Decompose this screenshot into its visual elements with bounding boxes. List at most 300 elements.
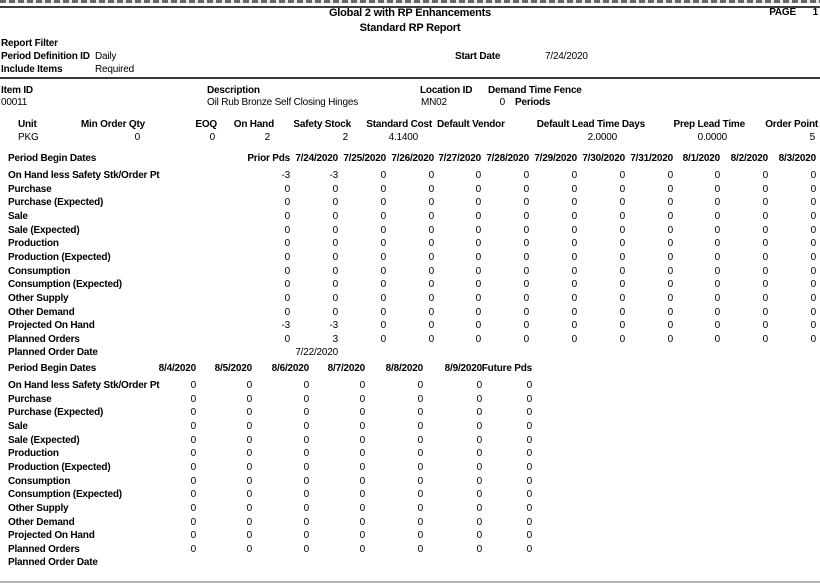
demand-time-fence-units: Periods (515, 97, 551, 108)
cell-value: 0 (190, 448, 196, 460)
cell-value: 0 (476, 420, 482, 432)
cell-value: 0 (619, 170, 625, 181)
cell-value: 0 (428, 320, 434, 332)
period-column-header: 8/5/2020 (214, 363, 252, 374)
row-label: Sale (Expected) (8, 224, 80, 236)
cell-value: 0 (476, 489, 482, 501)
description-label: Description (207, 85, 260, 96)
cell-value: 0 (810, 292, 816, 304)
cell-value: 0 (428, 306, 434, 318)
cell-value: 0 (428, 265, 434, 277)
period-definition-id-label: Period Definition ID (1, 51, 90, 62)
cell-value: 0 (714, 320, 720, 332)
location-id-value: MN02 (421, 97, 447, 108)
cell-value: 0 (619, 197, 625, 209)
cell-value: 0 (714, 224, 720, 236)
cell-value: 0 (526, 407, 532, 419)
cell-value: 0 (523, 238, 529, 250)
cell-value: 0 (619, 333, 625, 345)
cell-value: 0 (284, 210, 290, 222)
cell-value: 0 (619, 279, 625, 291)
cell-value: 0 (303, 380, 309, 391)
cell-value: 0 (332, 251, 338, 263)
cell-value: 0 (810, 210, 816, 222)
table-row (0, 489, 820, 502)
cell-value: 0 (190, 502, 196, 514)
table-row (0, 421, 820, 434)
period-header-row (0, 153, 820, 166)
period-definition-id-value: Daily (95, 51, 117, 62)
row-label: Purchase (Expected) (8, 407, 104, 419)
table-row (0, 184, 820, 197)
cell-value: 0 (359, 420, 365, 432)
cell-value: 0 (714, 183, 720, 195)
row-label: Other Demand (8, 306, 75, 318)
cell-value: 0 (190, 530, 196, 542)
row-label: Production (Expected) (8, 251, 111, 263)
table-row (0, 517, 820, 530)
unit-label: Unit (18, 119, 37, 130)
cell-value: 0 (526, 448, 532, 460)
cell-value: 0 (359, 380, 365, 391)
row-label: Planned Orders (8, 543, 80, 555)
cell-value: 0 (359, 489, 365, 501)
period-column-header: 8/8/2020 (385, 363, 423, 374)
cell-value: 0 (476, 434, 482, 446)
cell-value: 0 (428, 279, 434, 291)
cell-value: 0 (284, 183, 290, 195)
cell-value: 0 (476, 461, 482, 473)
cell-value: 0 (332, 224, 338, 236)
cell-value: 0 (571, 197, 577, 209)
cell-value: 0 (246, 475, 252, 487)
row-label: Planned Order Date (8, 347, 98, 359)
cell-value: 0 (246, 543, 252, 555)
table-row (0, 197, 820, 210)
table-row (0, 307, 820, 320)
cell-value: 0 (332, 238, 338, 250)
cell-value: 0 (475, 210, 481, 222)
cell-value: 0 (476, 448, 482, 460)
cell-value: 0 (284, 292, 290, 304)
cell-value: 0 (428, 170, 434, 181)
cell-value: 0 (476, 543, 482, 555)
cell-value: 0 (810, 279, 816, 291)
cell-value: 0 (359, 434, 365, 446)
cell-value: 0 (246, 380, 252, 391)
cell-value: 0 (380, 210, 386, 222)
cell-value: 0 (523, 197, 529, 209)
table-row (0, 394, 820, 407)
location-id-label: Location ID (420, 85, 473, 96)
cell-value: 0 (523, 265, 529, 277)
cell-value: 0 (417, 461, 423, 473)
period-column-header: 8/6/2020 (271, 363, 309, 374)
table-row (0, 293, 820, 306)
safety-stock-value: 2 (342, 132, 348, 143)
cell-value: 0 (332, 292, 338, 304)
cell-value: 0 (667, 170, 673, 181)
cell-value: 0 (190, 407, 196, 419)
include-items-label: Include Items (1, 64, 63, 75)
cell-value: 0 (523, 170, 529, 181)
cell-value: 0 (303, 489, 309, 501)
min-order-qty-value: 0 (134, 132, 140, 143)
cell-value: 0 (332, 265, 338, 277)
cell-value: 0 (303, 420, 309, 432)
cell-value: 0 (246, 448, 252, 460)
description-value: Oil Rub Bronze Self Closing Hinges (207, 97, 359, 108)
cell-value: 0 (526, 461, 532, 473)
cell-value: 0 (417, 407, 423, 419)
row-label: Production (Expected) (8, 461, 111, 473)
cell-value: 0 (571, 306, 577, 318)
row-label: Planned Orders (8, 333, 80, 345)
cell-value: 0 (526, 434, 532, 446)
table-row (0, 530, 820, 543)
cell-value: 0 (246, 502, 252, 514)
cell-value: 0 (359, 448, 365, 460)
cell-value: 0 (571, 251, 577, 263)
prep-lead-time-value: 0.0000 (697, 132, 727, 143)
table-row (0, 380, 820, 393)
cell-value: 0 (667, 197, 673, 209)
table-row (0, 238, 820, 251)
cell-value: 0 (619, 320, 625, 332)
cell-value: 0 (284, 224, 290, 236)
cell-value: 0 (526, 475, 532, 487)
cell-value: 0 (523, 251, 529, 263)
cell-value: 0 (476, 393, 482, 405)
row-label: Sale (8, 420, 28, 432)
cell-value: 0 (475, 238, 481, 250)
cell-value: 0 (714, 306, 720, 318)
cell-value: -3 (281, 170, 290, 181)
cell-value: 0 (810, 170, 816, 181)
cell-value: 0 (380, 306, 386, 318)
cell-value: 0 (714, 279, 720, 291)
cell-value: 0 (380, 292, 386, 304)
page-number: 1 (812, 7, 818, 18)
safety-stock-label: Safety Stock (293, 119, 351, 130)
cell-value: 0 (475, 265, 481, 277)
cell-value: 0 (810, 265, 816, 277)
table-row (0, 347, 820, 360)
page-top-dashed-line (0, 0, 820, 3)
period-begin-dates-label: Period Begin Dates (8, 153, 97, 164)
cell-value: 0 (417, 420, 423, 432)
item-id-value: 00011 (1, 97, 28, 108)
default-vendor-label: Default Vendor (437, 119, 505, 130)
cell-value: 0 (523, 224, 529, 236)
cell-value: 0 (284, 197, 290, 209)
cell-value: 0 (475, 279, 481, 291)
table-row (0, 225, 820, 238)
cell-value: 0 (526, 380, 532, 391)
cell-value: 0 (303, 448, 309, 460)
cell-value: 0 (571, 224, 577, 236)
cell-value: 0 (810, 197, 816, 209)
cell-value: 0 (428, 210, 434, 222)
row-label: Consumption (8, 475, 71, 487)
item-id-label: Item ID (1, 85, 33, 96)
cell-value: 0 (667, 183, 673, 195)
period-column-header: 7/30/2020 (582, 153, 625, 164)
cell-value: 0 (571, 170, 577, 181)
cell-value: 0 (475, 320, 481, 332)
cell-value: 0 (246, 530, 252, 542)
cell-value: 0 (359, 407, 365, 419)
period-column-header: 7/27/2020 (438, 153, 481, 164)
cell-value: 0 (190, 420, 196, 432)
cell-value: 0 (571, 333, 577, 345)
cell-value: 0 (475, 197, 481, 209)
cell-value: 0 (359, 461, 365, 473)
row-label: On Hand less Safety Stk/Order Pt (8, 380, 160, 391)
cell-value: 0 (526, 420, 532, 432)
cell-value: 0 (762, 183, 768, 195)
cell-value: 0 (619, 238, 625, 250)
cell-value: 0 (476, 407, 482, 419)
cell-value: 0 (380, 197, 386, 209)
cell-value: 0 (303, 407, 309, 419)
cell-value: 0 (667, 238, 673, 250)
period-header-row (0, 363, 820, 376)
cell-value: 0 (571, 279, 577, 291)
cell-value: 0 (380, 265, 386, 277)
table-row (0, 211, 820, 224)
table-row (0, 544, 820, 557)
period-column-header: 7/28/2020 (486, 153, 529, 164)
cell-value: 0 (526, 530, 532, 542)
start-date-label: Start Date (455, 51, 501, 62)
cell-value: 0 (526, 516, 532, 528)
eoq-label: EOQ (195, 119, 217, 130)
period-column-header: 7/31/2020 (630, 153, 673, 164)
cell-value: 0 (667, 251, 673, 263)
cell-value: 0 (380, 279, 386, 291)
period-column-header: 7/25/2020 (343, 153, 386, 164)
cell-value: 3 (332, 333, 338, 345)
on-hand-label: On Hand (233, 119, 274, 130)
cell-value: 0 (284, 238, 290, 250)
cell-value: 0 (303, 530, 309, 542)
cell-value: 0 (380, 333, 386, 345)
order-point-value: 5 (809, 132, 815, 143)
cell-value: 0 (417, 380, 423, 391)
period-begin-dates-label: Period Begin Dates (8, 363, 97, 374)
cell-value: 0 (246, 420, 252, 432)
cell-value: 0 (619, 210, 625, 222)
cell-value: 0 (359, 502, 365, 514)
cell-value: 0 (303, 461, 309, 473)
cell-value: 0 (714, 265, 720, 277)
row-label: Purchase (Expected) (8, 197, 104, 209)
cell-value: 0 (303, 393, 309, 405)
cell-value: 0 (475, 224, 481, 236)
cell-value: 0 (284, 279, 290, 291)
cell-value: 0 (246, 434, 252, 446)
row-label: Purchase (8, 183, 52, 195)
cell-value: 0 (810, 238, 816, 250)
cell-value: 0 (526, 543, 532, 555)
cell-value: 0 (417, 434, 423, 446)
row-label: Purchase (8, 393, 52, 405)
period-column-header: Future Pds (481, 363, 532, 374)
cell-value: 0 (428, 251, 434, 263)
period-column-header: Prior Pds (247, 153, 290, 164)
period-column-header: 8/9/2020 (444, 363, 482, 374)
cell-value: 0 (762, 333, 768, 345)
period-column-header: 8/7/2020 (327, 363, 365, 374)
cell-value: 0 (667, 224, 673, 236)
cell-value: 0 (303, 434, 309, 446)
cell-value: 0 (332, 306, 338, 318)
cell-value: 0 (762, 320, 768, 332)
row-label: Production (8, 238, 59, 250)
cell-value: 0 (380, 183, 386, 195)
cell-value: 0 (380, 320, 386, 332)
default-lead-time-days-value: 2.0000 (587, 132, 617, 143)
cell-value: 0 (303, 502, 309, 514)
cell-value: 0 (359, 543, 365, 555)
cell-value: 0 (380, 238, 386, 250)
default-lead-time-days-label: Default Lead Time Days (536, 119, 645, 130)
period-column-header: 8/3/2020 (778, 153, 816, 164)
row-label: Consumption (8, 265, 71, 277)
cell-value: -3 (329, 170, 338, 181)
cell-value: 0 (284, 306, 290, 318)
standard-cost-label: Standard Cost (366, 119, 432, 130)
cell-value: 0 (571, 292, 577, 304)
period-column-header: 8/2/2020 (730, 153, 768, 164)
cell-value: 0 (428, 183, 434, 195)
cell-value: 0 (619, 292, 625, 304)
cell-value: 0 (619, 224, 625, 236)
cell-value: 0 (810, 320, 816, 332)
cell-value: 0 (475, 292, 481, 304)
table-row (0, 476, 820, 489)
cell-value: 0 (190, 380, 196, 391)
cell-value: 0 (667, 265, 673, 277)
table-row (0, 448, 820, 461)
cell-value: 0 (303, 516, 309, 528)
cell-value: 0 (714, 170, 720, 181)
period-column-header: 7/24/2020 (295, 153, 338, 164)
cell-value: -3 (281, 320, 290, 332)
order-point-label: Order Point (765, 119, 818, 130)
start-date-value: 7/24/2020 (545, 51, 588, 62)
cell-value: 0 (523, 279, 529, 291)
cell-value: 0 (417, 516, 423, 528)
cell-value: 0 (190, 475, 196, 487)
cell-value: 0 (359, 475, 365, 487)
cell-value: 0 (428, 333, 434, 345)
period-column-header: 8/1/2020 (682, 153, 720, 164)
table-row (0, 503, 820, 516)
cell-value: 0 (190, 393, 196, 405)
cell-value: 0 (523, 320, 529, 332)
cell-value: 0 (428, 292, 434, 304)
period-column-header: 7/26/2020 (391, 153, 434, 164)
min-order-qty-label: Min Order Qty (80, 119, 145, 130)
cell-value: 7/22/2020 (295, 347, 338, 359)
cell-value: 0 (714, 292, 720, 304)
cell-value: 0 (428, 238, 434, 250)
cell-value: 0 (380, 224, 386, 236)
cell-value: 0 (475, 251, 481, 263)
cell-value: 0 (246, 393, 252, 405)
cell-value: 0 (762, 279, 768, 291)
cell-value: 0 (475, 306, 481, 318)
cell-value: 0 (417, 448, 423, 460)
cell-value: 0 (246, 516, 252, 528)
cell-value: 0 (359, 393, 365, 405)
cell-value: 0 (246, 489, 252, 501)
cell-value: 0 (714, 333, 720, 345)
cell-value: 0 (190, 489, 196, 501)
cell-value: 0 (810, 333, 816, 345)
row-label: Sale (Expected) (8, 434, 80, 446)
cell-value: 0 (475, 333, 481, 345)
table-row (0, 170, 820, 183)
cell-value: 0 (571, 265, 577, 277)
cell-value: 0 (284, 251, 290, 263)
cell-value: 0 (714, 238, 720, 250)
table-row (0, 334, 820, 347)
cell-value: 0 (523, 333, 529, 345)
table-row (0, 279, 820, 292)
prep-lead-time-label: Prep Lead Time (673, 119, 745, 130)
cell-value: 0 (810, 251, 816, 263)
cell-value: 0 (359, 530, 365, 542)
cell-value: 0 (332, 183, 338, 195)
row-label: Production (8, 448, 59, 460)
table-row (0, 320, 820, 333)
report-filter-section-label: Report Filter (1, 38, 58, 49)
cell-value: 0 (332, 279, 338, 291)
on-hand-value: 2 (264, 132, 270, 143)
table-row (0, 557, 820, 570)
table-row (0, 252, 820, 265)
cell-value: 0 (810, 306, 816, 318)
cell-value: 0 (762, 170, 768, 181)
cell-value: 0 (810, 224, 816, 236)
cell-value: 0 (619, 265, 625, 277)
cell-value: 0 (619, 251, 625, 263)
cell-value: 0 (667, 333, 673, 345)
cell-value: 0 (762, 224, 768, 236)
cell-value: 0 (476, 516, 482, 528)
report-subtitle: Standard RP Report (359, 22, 461, 34)
cell-value: 0 (428, 197, 434, 209)
cell-value: 0 (284, 333, 290, 345)
cell-value: 0 (810, 183, 816, 195)
period-column-header: 7/29/2020 (534, 153, 577, 164)
row-label: Sale (8, 210, 28, 222)
cell-value: 0 (303, 475, 309, 487)
cell-value: 0 (526, 393, 532, 405)
cell-value: 0 (417, 502, 423, 514)
cell-value: 0 (284, 265, 290, 277)
section-divider-rule (0, 77, 820, 79)
cell-value: 0 (359, 516, 365, 528)
eoq-value: 0 (209, 132, 215, 143)
cell-value: 0 (332, 197, 338, 209)
cell-value: 0 (571, 183, 577, 195)
cell-value: 0 (190, 434, 196, 446)
cell-value: 0 (475, 170, 481, 181)
